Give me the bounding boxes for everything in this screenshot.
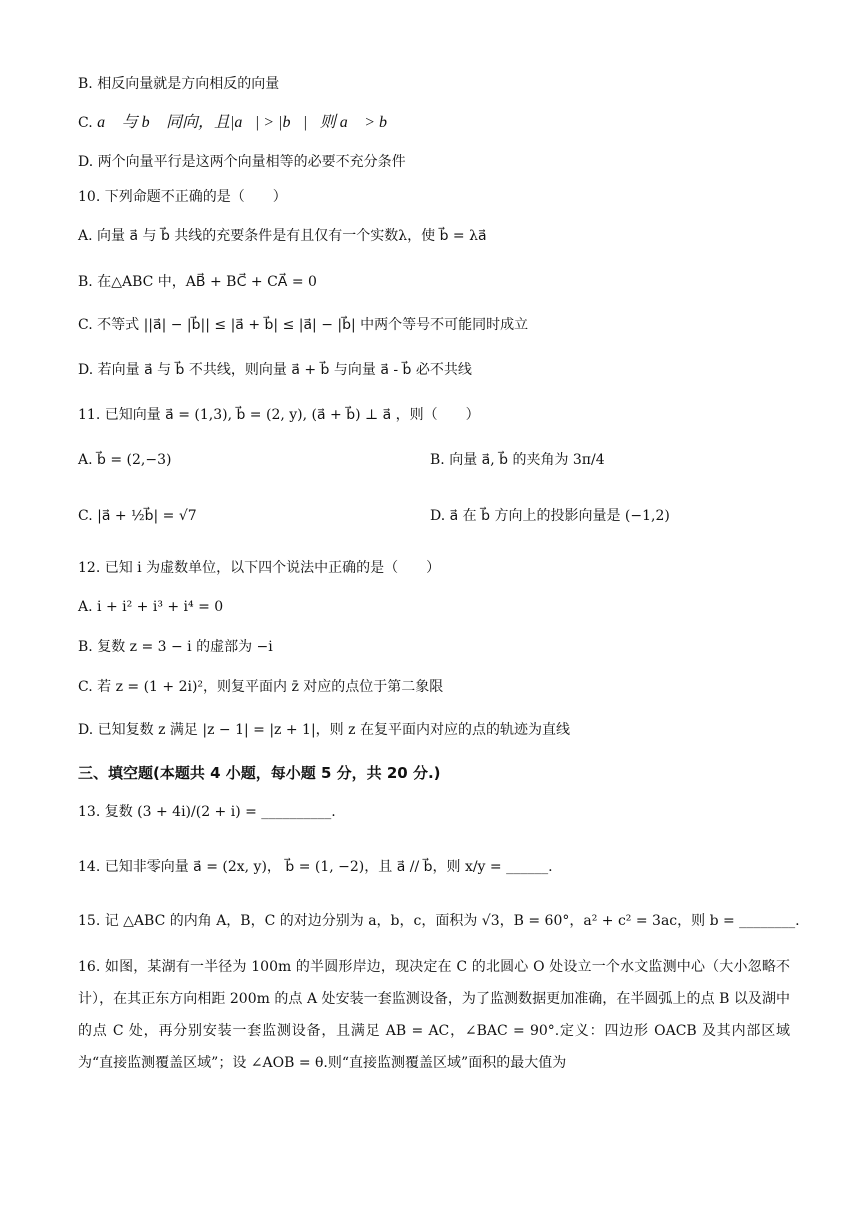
q9-option-b: B. 相反向量就是方向相反的向量 [78,76,280,92]
q14: 14. 已知非零向量 a⃗ = (2x, y)， b⃗ = (1, −2)，且 a⃗ // b⃗，则 x/y = ______. [78,859,553,875]
q12-option-d: D. 已知复数 z 满足 |z − 1| = |z + 1|，则 z 在复平面内对应的点的轨迹为直线 [78,722,570,738]
q9-option-c-label: C. [78,115,93,131]
q10-option-c: C. 不等式 ||a⃗| − |b⃗|| ≤ |a⃗ + b⃗| ≤ |a⃗| − |b⃗| 中两个等号不可能同时成立 [78,317,529,333]
q12-option-b: B. 复数 z = 3 − i 的虚部为 −i [78,639,273,655]
q9-option-d: D. 两个向量平行是这两个向量相等的必要不充分条件 [78,154,406,170]
q13: 13. 复数 (3 + 4i)/(2 + i) = __________. [78,804,336,820]
q16: 16. 如图，某湖有一半径为 100m 的半圆形岸边，现决定在 C 的北圆心 O 处设立一个水文监测中心（大小忽略不计），在其正东方向相距 200m 的点 A 处安装一套监测设备，为了监测数据更加准确，在半圆弧上的点 B 以及湖中的点 C 处，再分别安装一套监测设备，且满足 AB = AC，∠BAC = 90°.定义：四边形 OACB 及其内部区域为“直接监测覆盖区域”；设 ∠AOB = θ.则“直接监测覆盖区域”面积的最大值为 [78,959,790,1071]
q11-option-a: A. b⃗ = (2,−3) [78,452,172,468]
q11-option-d: D. a⃗ 在 b⃗ 方向上的投影向量是 (−1,2) [430,508,670,524]
q15: 15. 记 △ABC 的内角 A，B，C 的对边分别为 a，b，c，面积为 √3，B = 60°，a² + c² = 3ac，则 b = ________. [78,913,800,929]
q11-option-c: C. |a⃗ + ½b⃗| = √7 [78,508,197,524]
section3-heading: 三、填空题(本题共 4 小题，每小题 5 分，共 20 分.) [78,764,441,782]
q10-option-a: A. 向量 a⃗ 与 b⃗ 共线的充要条件是有且仅有一个实数λ，使 b⃗ = λa⃗ [78,228,487,244]
q12-option-c: C. 若 z = (1 + 2i)²，则复平面内 z̄ 对应的点位于第二象限 [78,679,444,695]
q12-stem: 12. 已知 i 为虚数单位，以下四个说法中正确的是（ ） [78,560,441,576]
q9-option-c-math: a⃗ 与 b⃗ 同向，且|a⃗| > |b⃗|，则 a⃗ > b⃗ [97,114,400,131]
q10-option-d: D. 若向量 a⃗ 与 b⃗ 不共线，则向量 a⃗ + b⃗ 与向量 a⃗ - b⃗ 必不共线 [78,362,472,378]
q10-option-b: B. 在△ABC 中，AB⃗ + BC⃗ + CA⃗ = 0 [78,274,317,290]
q10-stem: 10. 下列命题不正确的是（ ） [78,189,287,205]
q11-stem: 11. 已知向量 a⃗ = (1,3), b⃗ = (2, y), (a⃗ + b⃗) ⊥ a⃗ ，则（ ） [78,407,480,423]
q9-option-c [78,113,399,133]
q12-option-a: A. i + i² + i³ + i⁴ = 0 [78,599,224,615]
q11-option-b: B. 向量 a⃗, b⃗ 的夹角为 3π/4 [430,452,605,468]
